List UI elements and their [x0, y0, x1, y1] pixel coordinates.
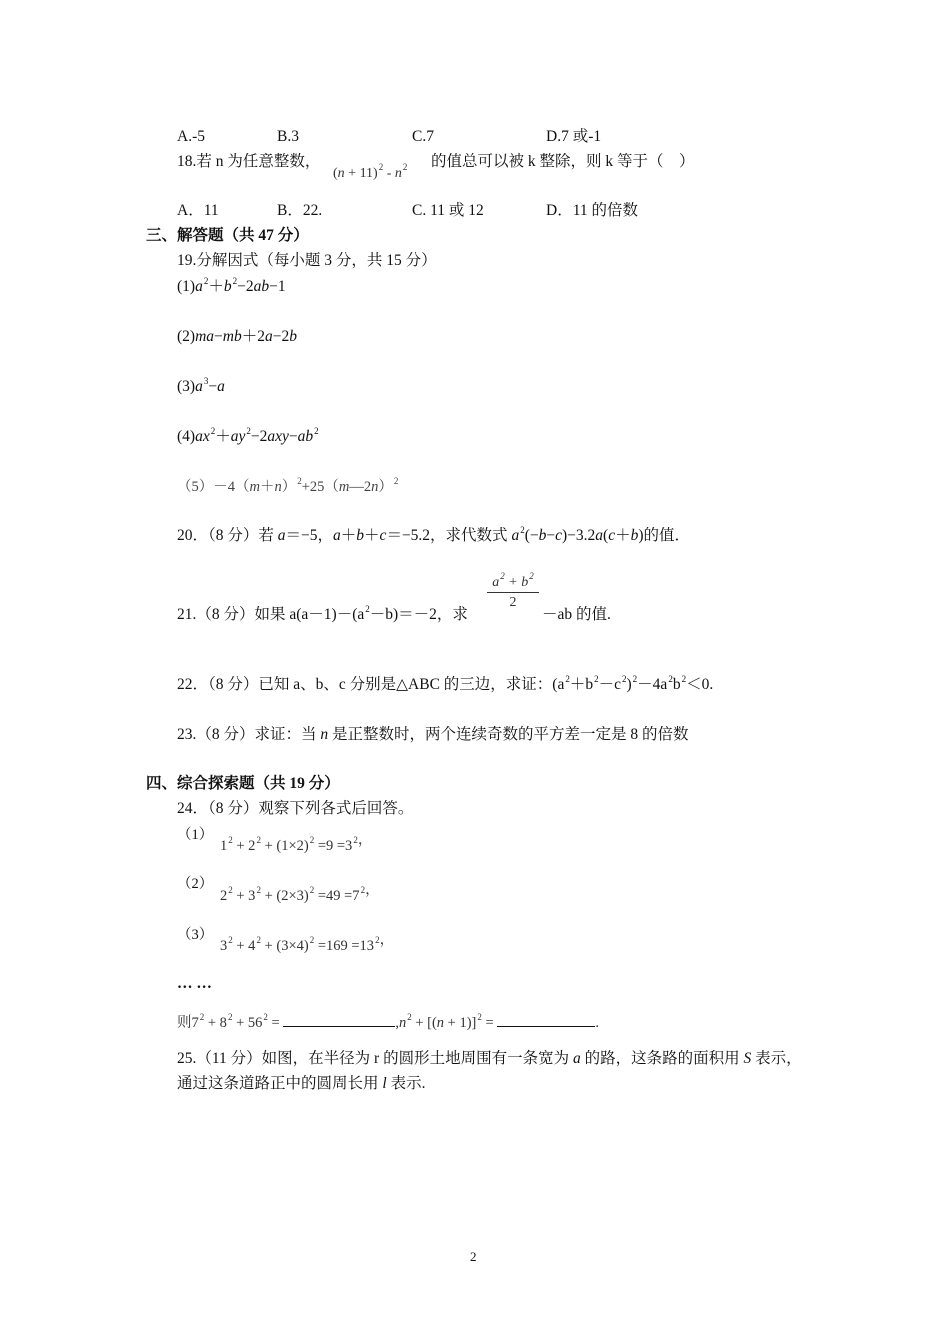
q24-label-1: （1）	[177, 827, 214, 843]
q18-expression: $(n + 11)^2 - n^2$	[333, 162, 408, 181]
q25-line-2: 通过这条道路正中的圆周长用 l 表示.	[177, 1075, 426, 1092]
q24-equation-1: $1^2 + 2^2 + (1\times 2)^2 =9 =3^2$，	[220, 832, 373, 854]
q25-line-1: 25.（11 分）如图，在半径为 r 的圆形土地周围有一条宽为 a 的路，这条路的面积用 S 表示，	[177, 1050, 802, 1067]
q18-option-c: C. 11 或 12	[412, 202, 484, 219]
section-3-title: 三、解答题（共 47 分）	[146, 227, 309, 244]
q24-equation-2: $2^2 + 3^2 + (2\times 3)^2 =49 =7^2$，	[220, 882, 380, 904]
q24-title: 24．（8 分）观察下列各式后回答。	[177, 800, 414, 817]
q24-label-3: （3）	[177, 927, 214, 943]
q19-part-2: (2)ma−mb＋2a−2b	[177, 328, 297, 345]
q17-option-b: B.3	[277, 128, 299, 145]
q19-part-4: $(4)ax^2+ay^2-2axy-ab^2$	[177, 426, 319, 445]
q17-option-d: D.7 或-1	[546, 128, 602, 145]
q18-option-b: B．22.	[277, 202, 323, 219]
q21-text-start: 21.（8 分）如果 $a(a-1)-(a^2-b)=-2$，求	[177, 604, 468, 623]
q19-part-5: $(5)-4(m+n)^2+25(m—2n)^2$	[177, 476, 399, 495]
q24-ellipsis: … …	[177, 975, 212, 992]
q18-suffix: 的值总可以被 k 整除，则 k 等于（ ）	[431, 153, 695, 170]
section-4-title: 四、综合探索题（共 19 分）	[146, 775, 340, 792]
q21-fraction-denominator: 2	[509, 595, 517, 610]
q19-part-3: $(3)a^3-a$	[177, 376, 225, 395]
q21-fraction-numerator: $a^2 + b^2$	[487, 575, 539, 593]
q18-option-d: D．11 的倍数	[546, 202, 638, 219]
q24-question: 则$7^2 + 8^2 + 56^2 = ,n^2 + [(n + 1)]^2$ = .	[177, 1012, 599, 1031]
q24-answer-blank-2[interactable]	[497, 1012, 595, 1027]
q18-prefix: 18.若 n 为任意整数，	[177, 153, 321, 170]
q23-text: 23.（8 分）求证：当 n 是正整数时，两个连续奇数的平方差一定是 8 的倍数	[177, 726, 689, 743]
q19-title: 19.分解因式（每小题 3 分，共 15 分）	[177, 252, 437, 269]
q17-option-a: A.-5	[177, 128, 205, 145]
q22-text: 22．（8 分）已知 a、b、c 分别是△ABC 的三边，求证：$(a^2+b^2-c^2)^2-4a^2b^2<0$.	[177, 674, 714, 693]
q21-text-end: －ab 的值.	[542, 606, 611, 623]
q24-answer-blank-1[interactable]	[283, 1012, 395, 1027]
page-number: 2	[470, 1249, 477, 1264]
q21-fraction	[487, 571, 539, 611]
q24-label-2: （2）	[177, 876, 214, 892]
q24-equation-3: $3^2 + 4^2 + (3\times 4)^2 =169 =13^2$，	[220, 932, 395, 954]
q20-text: 20．（8 分）若 a＝−5，a＋b＋c＝−5.2，求代数式 $a^2(-b-c)-3.2a(c+b)$的值．	[177, 525, 691, 544]
q18-option-a: A．11	[177, 202, 219, 219]
q19-part-1: $(1)a^2+b^2-2ab-1$	[177, 276, 286, 295]
q17-option-c: C.7	[412, 128, 434, 145]
